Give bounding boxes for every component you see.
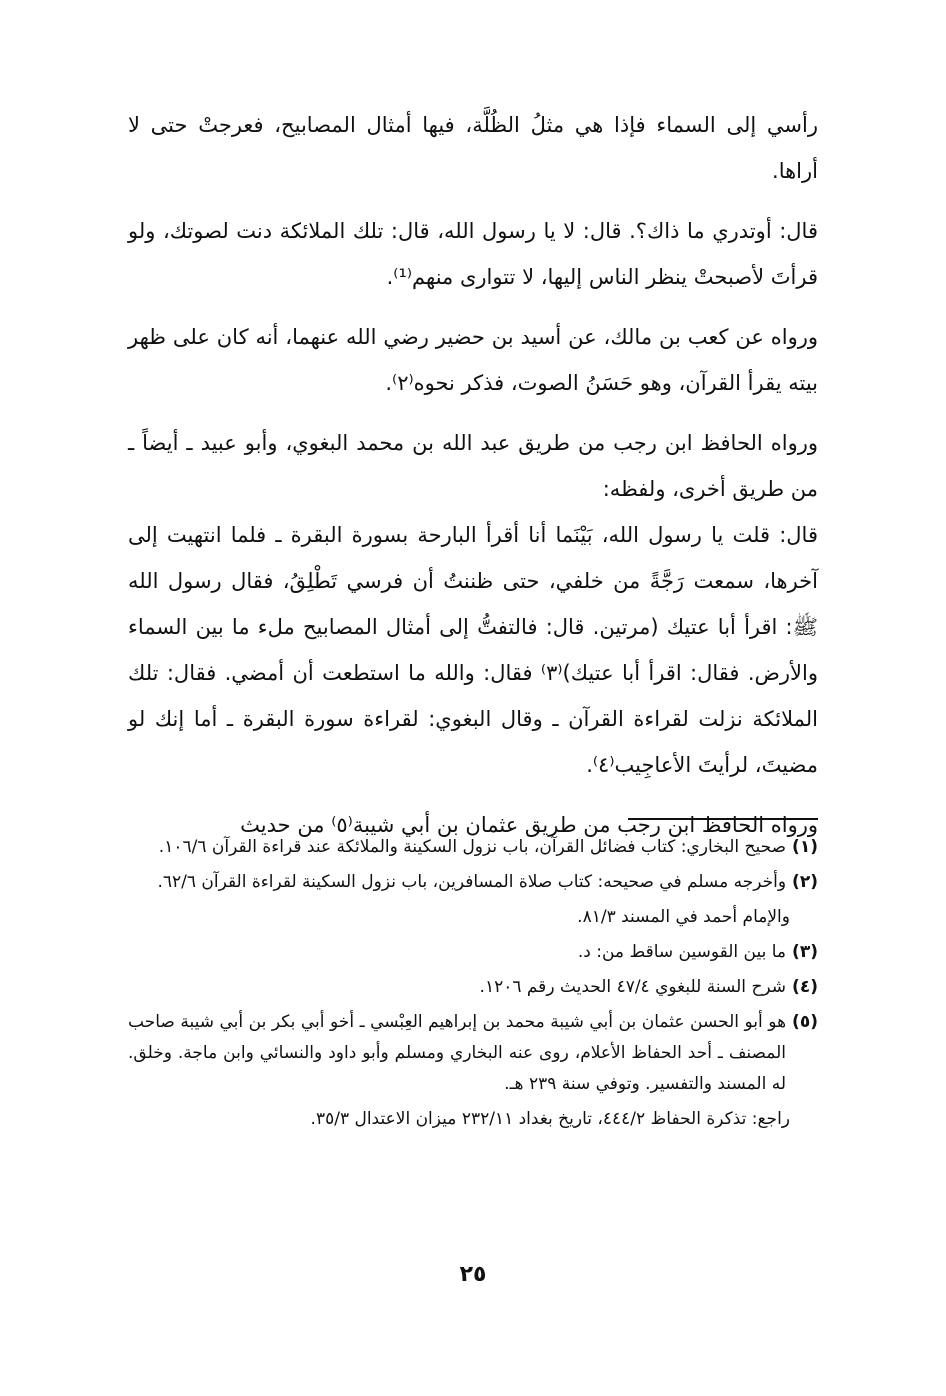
paragraph-2: قال: أوتدري ما ذاك؟. قال: لا يا رسول الله، قال: تلك الملائكة دنت لصوتك، ولو قرأتَ لأصبحتْ ينظر الناس إليها، لا تتوارى منهم⁽¹⁾.: [128, 219, 818, 289]
paragraph-3: ورواه عن كعب بن مالك، عن أسيد بن حضير رضي الله عنهما، أنه كان على ظهر بيته يقرأ القرآن، وهو حَسَنُ الصوت، فذكر نحوه⁽٢⁾.: [128, 325, 818, 395]
footnote-text: ما بين القوسين ساقط من: د.: [577, 942, 787, 962]
footnote-2-continuation: والإمام أحمد في المسند ٨١/٣.: [577, 907, 790, 927]
footnote-5-continuation: راجع: تذكرة الحفاظ ٤٤٤/٢، تاريخ بغداد ٢٣٢/١١ ميزان الاعتدال ٣٥/٣.: [310, 1109, 790, 1129]
paragraph-5: قال: قلت يا رسول الله، بَيْنَما أنا أقرأ البارحة بسورة البقرة ـ فلما انتهيت إلى آخرها، سمعت رَجَّةً من خلفي، حتى ظننتُ أن فرسي تَطْلِقُ، فقال رسول الله ﷺ: اقرأ أبا عتيك (مرتين. قال: فالتفتُّ إلى أمثال المصابيح ملء ما بين السماء والأرض. فقال: اقرأ أبا عتيك)⁽٣⁾ فقال: والله ما استطعت أن أمضي. فقال: تلك الملائكة نزلت لقراءة القرآن ـ وقال البغوي: لقراءة سورة البقرة ـ أما إنك لو مضيتَ، لرأيتَ الأعاجِيب⁽٤⁾.: [128, 523, 818, 777]
paragraph-1: رأسي إلى السماء فإذا هي مثلُ الظُلَّة، فيها أمثال المصابيح، فعرجتْ حتى لا أراها.: [128, 113, 818, 183]
footnote-1: [128, 832, 818, 863]
footnote-number: (١): [792, 837, 818, 857]
paragraph-4: ورواه الحافظ ابن رجب من طريق عبد الله بن محمد البغوي، وأبو عبيد ـ أيضاً ـ من طريق أخرى، ولفظه:: [128, 431, 818, 501]
footnote-3: [128, 937, 818, 968]
paragraph-6: ورواه الحافظ ابن رجب من طريق عثمان بن أبي شيبة⁽٥⁾ من حديث: [240, 813, 818, 837]
footnote-number: (٣): [792, 942, 818, 962]
footnote-number: (٢): [792, 872, 818, 892]
footnote-text: شرح السنة للبغوي ٤٧/٤ الحديث رقم ١٢٠٦.: [479, 977, 787, 997]
footnote-5: [128, 1007, 818, 1100]
footnote-number: (٤): [792, 977, 818, 997]
footnote-2: [128, 867, 818, 898]
footnote-4: [128, 972, 818, 1003]
footnote-text: صحيح البخاري: كتاب فضائل القرآن، باب نزول السكينة والملائكة عند قراءة القرآن ١٠٦/٦.: [158, 837, 787, 857]
footnote-text: هو أبو الحسن عثمان بن أبي شيبة محمد بن إبراهيم العِبْسي ـ أخو أبي بكر بن أبي شيبة صاحب المصنف ـ أحد الحفاظ الأعلام، روى عنه البخاري ومسلم وأبو داود والنسائي وابن ماجة. وخلق. له المسند والتفسير. وتوفي سنة ٢٣٩ هـ.: [128, 1012, 787, 1094]
footnote-number: (٥): [792, 1012, 818, 1032]
footnotes: [128, 832, 818, 1139]
page-number: ٢٥: [459, 1262, 487, 1287]
main-text: [128, 102, 818, 862]
footnote-separator: [628, 818, 818, 820]
footnote-text: وأخرجه مسلم في صحيحه: كتاب صلاة المسافرين، باب نزول السكينة لقراءة القرآن ٦٢/٦.: [157, 872, 787, 892]
